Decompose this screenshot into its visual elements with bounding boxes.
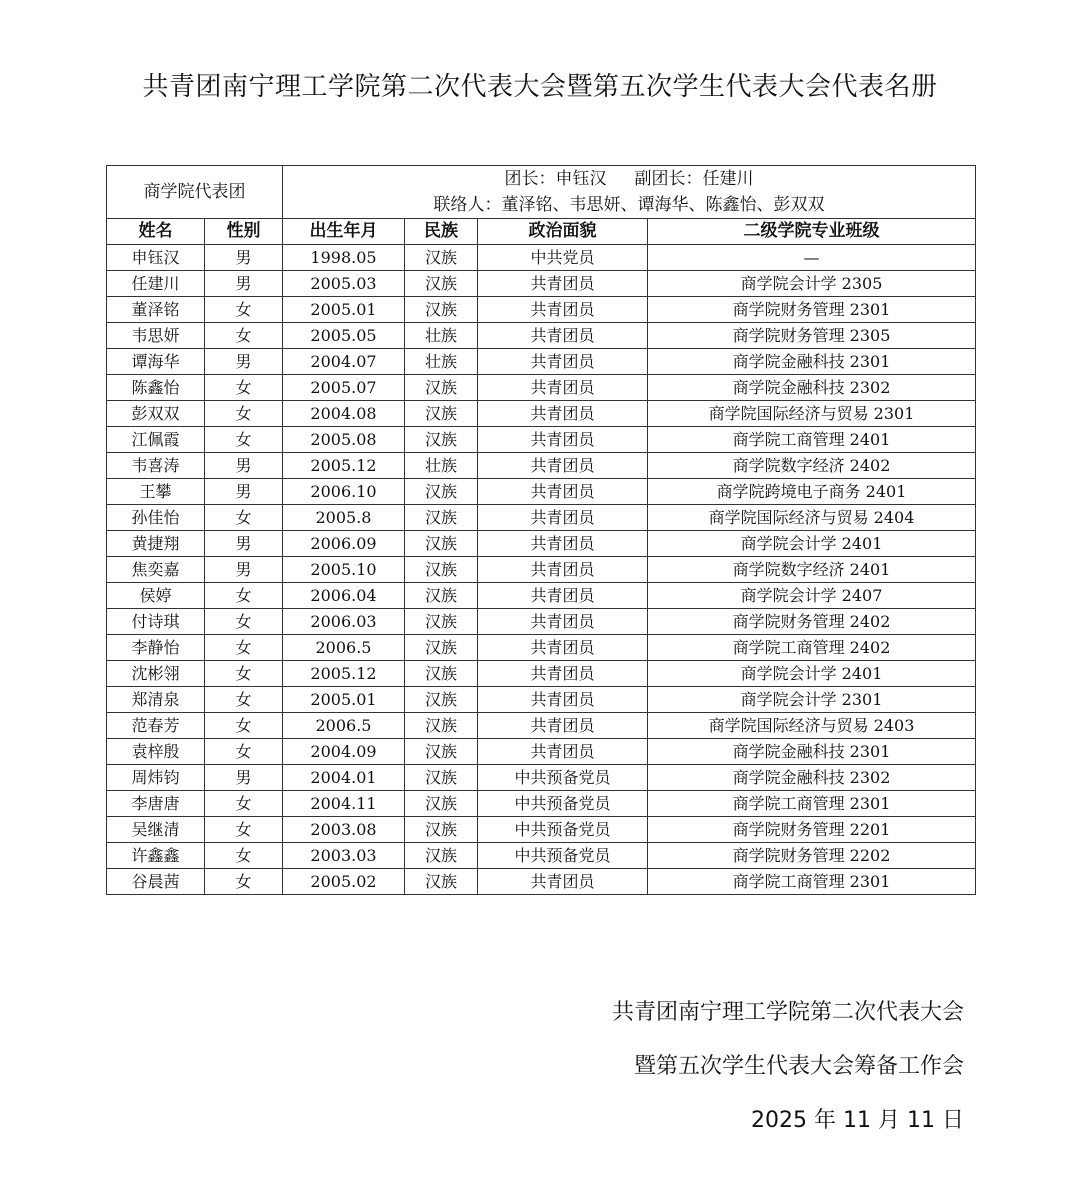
delegate-birth: 2005.12 — [283, 661, 405, 687]
delegate-gender: 男 — [205, 765, 283, 791]
delegate-political-status: 共青团员 — [478, 453, 648, 479]
delegate-name: 焦奕嘉 — [107, 557, 205, 583]
footer-organizer-line1: 共青团南宁理工学院第二次代表大会 — [611, 1000, 964, 1025]
delegate-name: 王攀 — [107, 479, 205, 505]
delegate-ethnicity: 汉族 — [405, 583, 478, 609]
column-header-gender: 性别 — [205, 219, 283, 245]
column-header-political-status: 政治面貌 — [478, 219, 648, 245]
delegate-political-status: 共青团员 — [478, 375, 648, 401]
delegate-political-status: 共青团员 — [478, 271, 648, 297]
column-header-class: 二级学院专业班级 — [648, 219, 976, 245]
table-row — [107, 531, 976, 557]
delegate-birth: 2006.04 — [283, 583, 405, 609]
delegate-political-status: 中共党员 — [478, 245, 648, 271]
delegate-ethnicity: 壮族 — [405, 349, 478, 375]
delegate-political-status: 中共预备党员 — [478, 817, 648, 843]
delegate-birth: 2005.01 — [283, 297, 405, 323]
delegate-gender: 女 — [205, 869, 283, 895]
table-row — [107, 869, 976, 895]
delegate-birth: 2005.05 — [283, 323, 405, 349]
deputy-leader: 副团长：任建川 — [634, 169, 754, 189]
column-header-birth: 出生年月 — [283, 219, 405, 245]
delegate-class: 商学院工商管理 2301 — [648, 791, 976, 817]
delegate-political-status: 共青团员 — [478, 479, 648, 505]
delegate-gender: 女 — [205, 297, 283, 323]
delegate-name: 沈彬翎 — [107, 661, 205, 687]
delegate-gender: 男 — [205, 479, 283, 505]
delegate-birth: 2004.11 — [283, 791, 405, 817]
delegate-ethnicity: 汉族 — [405, 427, 478, 453]
delegate-name: 谭海华 — [107, 349, 205, 375]
delegate-birth: 2003.08 — [283, 817, 405, 843]
delegate-political-status: 共青团员 — [478, 427, 648, 453]
delegate-gender: 男 — [205, 531, 283, 557]
delegate-name: 袁梓殷 — [107, 739, 205, 765]
delegate-political-status: 共青团员 — [478, 401, 648, 427]
delegate-gender: 女 — [205, 739, 283, 765]
delegate-birth: 2005.08 — [283, 427, 405, 453]
delegate-birth: 2005.01 — [283, 687, 405, 713]
table-row — [107, 843, 976, 869]
delegate-birth: 2005.07 — [283, 375, 405, 401]
footer-organizer-line2: 暨第五次学生代表大会筹备工作会 — [633, 1054, 964, 1079]
delegate-political-status: 共青团员 — [478, 635, 648, 661]
delegate-birth: 2004.09 — [283, 739, 405, 765]
delegate-name: 范春芳 — [107, 713, 205, 739]
table-row — [107, 713, 976, 739]
delegate-gender: 女 — [205, 635, 283, 661]
table-row — [107, 297, 976, 323]
delegate-birth: 2004.01 — [283, 765, 405, 791]
delegate-gender: 女 — [205, 661, 283, 687]
table-row — [107, 739, 976, 765]
delegate-ethnicity: 汉族 — [405, 739, 478, 765]
delegate-class: 商学院会计学 2407 — [648, 583, 976, 609]
delegate-gender: 女 — [205, 843, 283, 869]
delegate-gender: 女 — [205, 609, 283, 635]
delegate-ethnicity: 汉族 — [405, 635, 478, 661]
delegate-class: 商学院工商管理 2401 — [648, 427, 976, 453]
delegate-political-status: 中共预备党员 — [478, 843, 648, 869]
table-row — [107, 583, 976, 609]
delegate-ethnicity: 壮族 — [405, 453, 478, 479]
delegate-ethnicity: 汉族 — [405, 609, 478, 635]
delegate-political-status: 共青团员 — [478, 609, 648, 635]
delegate-name: 侯婷 — [107, 583, 205, 609]
delegate-class: 商学院财务管理 2402 — [648, 609, 976, 635]
delegate-political-status: 共青团员 — [478, 739, 648, 765]
delegate-name: 韦思妍 — [107, 323, 205, 349]
delegate-gender: 男 — [205, 349, 283, 375]
delegate-name: 李唐唐 — [107, 791, 205, 817]
delegate-class: 商学院会计学 2401 — [648, 661, 976, 687]
column-header-ethnicity: 民族 — [405, 219, 478, 245]
table-row — [107, 245, 976, 271]
table-row — [107, 375, 976, 401]
delegate-name: 任建川 — [107, 271, 205, 297]
delegate-class: 商学院跨境电子商务 2401 — [648, 479, 976, 505]
delegate-class: 商学院工商管理 2402 — [648, 635, 976, 661]
delegate-political-status: 共青团员 — [478, 323, 648, 349]
delegate-name: 谷晨茜 — [107, 869, 205, 895]
delegate-political-status: 共青团员 — [478, 557, 648, 583]
delegate-name: 孙佳怡 — [107, 505, 205, 531]
delegate-political-status: 共青团员 — [478, 505, 648, 531]
delegate-gender: 女 — [205, 817, 283, 843]
delegate-ethnicity: 汉族 — [405, 479, 478, 505]
table-row — [107, 349, 976, 375]
delegate-ethnicity: 汉族 — [405, 505, 478, 531]
delegate-class: 商学院数字经济 2402 — [648, 453, 976, 479]
delegate-ethnicity: 汉族 — [405, 375, 478, 401]
table-row — [107, 635, 976, 661]
delegate-gender: 女 — [205, 505, 283, 531]
delegate-birth: 2005.02 — [283, 869, 405, 895]
delegate-political-status: 中共预备党员 — [478, 791, 648, 817]
delegate-gender: 男 — [205, 453, 283, 479]
delegate-name: 付诗琪 — [107, 609, 205, 635]
delegate-gender: 女 — [205, 583, 283, 609]
table-row — [107, 505, 976, 531]
delegate-ethnicity: 汉族 — [405, 687, 478, 713]
delegate-name: 彭双双 — [107, 401, 205, 427]
delegate-gender: 男 — [205, 271, 283, 297]
delegate-political-status: 中共预备党员 — [478, 765, 648, 791]
table-row — [107, 687, 976, 713]
delegate-name: 周炜钧 — [107, 765, 205, 791]
delegate-class: 商学院财务管理 2202 — [648, 843, 976, 869]
delegate-ethnicity: 汉族 — [405, 531, 478, 557]
delegate-ethnicity: 汉族 — [405, 817, 478, 843]
delegate-class: 商学院金融科技 2302 — [648, 375, 976, 401]
delegate-political-status: 共青团员 — [478, 297, 648, 323]
delegate-name: 许鑫鑫 — [107, 843, 205, 869]
delegate-class: 商学院金融科技 2301 — [648, 739, 976, 765]
table-row — [107, 557, 976, 583]
delegate-name: 郑清泉 — [107, 687, 205, 713]
table-row — [107, 791, 976, 817]
delegate-ethnicity: 汉族 — [405, 765, 478, 791]
delegate-birth: 2004.07 — [283, 349, 405, 375]
delegation-name: 商学院代表团 — [107, 166, 283, 219]
delegate-ethnicity: 壮族 — [405, 323, 478, 349]
delegate-gender: 女 — [205, 323, 283, 349]
delegate-class: 商学院工商管理 2301 — [648, 869, 976, 895]
delegate-class: — — [648, 245, 976, 271]
delegate-birth: 2005.12 — [283, 453, 405, 479]
delegate-birth: 2006.03 — [283, 609, 405, 635]
table-row — [107, 401, 976, 427]
delegate-name: 李静怡 — [107, 635, 205, 661]
delegate-ethnicity: 汉族 — [405, 661, 478, 687]
delegate-ethnicity: 汉族 — [405, 869, 478, 895]
delegate-name: 黄捷翔 — [107, 531, 205, 557]
delegate-class: 商学院财务管理 2201 — [648, 817, 976, 843]
table-row — [107, 453, 976, 479]
delegate-political-status: 共青团员 — [478, 583, 648, 609]
delegate-ethnicity: 汉族 — [405, 297, 478, 323]
delegate-birth: 2006.5 — [283, 635, 405, 661]
delegate-class: 商学院国际经济与贸易 2404 — [648, 505, 976, 531]
delegate-gender: 女 — [205, 401, 283, 427]
delegate-class: 商学院财务管理 2305 — [648, 323, 976, 349]
leader: 团长：申钰汉 — [504, 169, 607, 189]
document-title: 共青团南宁理工学院第二次代表大会暨第五次学生代表大会代表名册 — [142, 72, 938, 102]
table-row — [107, 609, 976, 635]
delegate-gender: 女 — [205, 427, 283, 453]
delegate-ethnicity: 汉族 — [405, 401, 478, 427]
delegate-birth: 1998.05 — [283, 245, 405, 271]
delegate-gender: 女 — [205, 687, 283, 713]
table-row — [107, 271, 976, 297]
delegate-birth: 2006.5 — [283, 713, 405, 739]
delegate-class: 商学院会计学 2305 — [648, 271, 976, 297]
delegate-gender: 男 — [205, 557, 283, 583]
delegate-class: 商学院会计学 2401 — [648, 531, 976, 557]
delegate-political-status: 共青团员 — [478, 349, 648, 375]
delegate-class: 商学院会计学 2301 — [648, 687, 976, 713]
delegate-gender: 男 — [205, 245, 283, 271]
delegate-ethnicity: 汉族 — [405, 713, 478, 739]
delegate-ethnicity: 汉族 — [405, 557, 478, 583]
delegate-name: 江佩霞 — [107, 427, 205, 453]
delegate-ethnicity: 汉族 — [405, 791, 478, 817]
contacts: 联络人：董泽铭、韦思妍、谭海华、陈鑫怡、彭双双 — [433, 195, 825, 215]
delegate-gender: 女 — [205, 375, 283, 401]
delegation-leaders — [283, 166, 976, 219]
delegate-political-status: 共青团员 — [478, 531, 648, 557]
delegate-name: 董泽铭 — [107, 297, 205, 323]
delegate-gender: 女 — [205, 791, 283, 817]
delegate-political-status: 共青团员 — [478, 713, 648, 739]
delegate-class: 商学院金融科技 2301 — [648, 349, 976, 375]
delegate-class: 商学院数字经济 2401 — [648, 557, 976, 583]
delegate-birth: 2005.10 — [283, 557, 405, 583]
table-row — [107, 323, 976, 349]
column-header-name: 姓名 — [107, 219, 205, 245]
delegate-gender: 女 — [205, 713, 283, 739]
table-row — [107, 765, 976, 791]
delegate-political-status: 共青团员 — [478, 661, 648, 687]
table-row — [107, 661, 976, 687]
delegate-name: 吴继清 — [107, 817, 205, 843]
delegate-ethnicity: 汉族 — [405, 245, 478, 271]
delegate-political-status: 共青团员 — [478, 687, 648, 713]
delegate-class: 商学院国际经济与贸易 2403 — [648, 713, 976, 739]
table-row — [107, 427, 976, 453]
delegate-class: 商学院金融科技 2302 — [648, 765, 976, 791]
delegate-birth: 2005.03 — [283, 271, 405, 297]
delegate-birth: 2006.10 — [283, 479, 405, 505]
delegate-birth: 2005.8 — [283, 505, 405, 531]
leaders-line — [283, 166, 975, 192]
footer-date: 2025 年 11 月 11 日 — [751, 1108, 964, 1133]
delegate-name: 陈鑫怡 — [107, 375, 205, 401]
delegate-class: 商学院财务管理 2301 — [648, 297, 976, 323]
column-header-row — [107, 219, 976, 245]
table-row — [107, 817, 976, 843]
delegate-birth: 2004.08 — [283, 401, 405, 427]
delegate-class: 商学院国际经济与贸易 2301 — [648, 401, 976, 427]
delegate-ethnicity: 汉族 — [405, 271, 478, 297]
delegate-birth: 2006.09 — [283, 531, 405, 557]
delegate-ethnicity: 汉族 — [405, 843, 478, 869]
delegate-name: 申钰汉 — [107, 245, 205, 271]
delegate-roster-table — [106, 165, 976, 895]
table-row — [107, 479, 976, 505]
delegate-political-status: 共青团员 — [478, 869, 648, 895]
delegate-name: 韦喜涛 — [107, 453, 205, 479]
delegate-birth: 2003.03 — [283, 843, 405, 869]
